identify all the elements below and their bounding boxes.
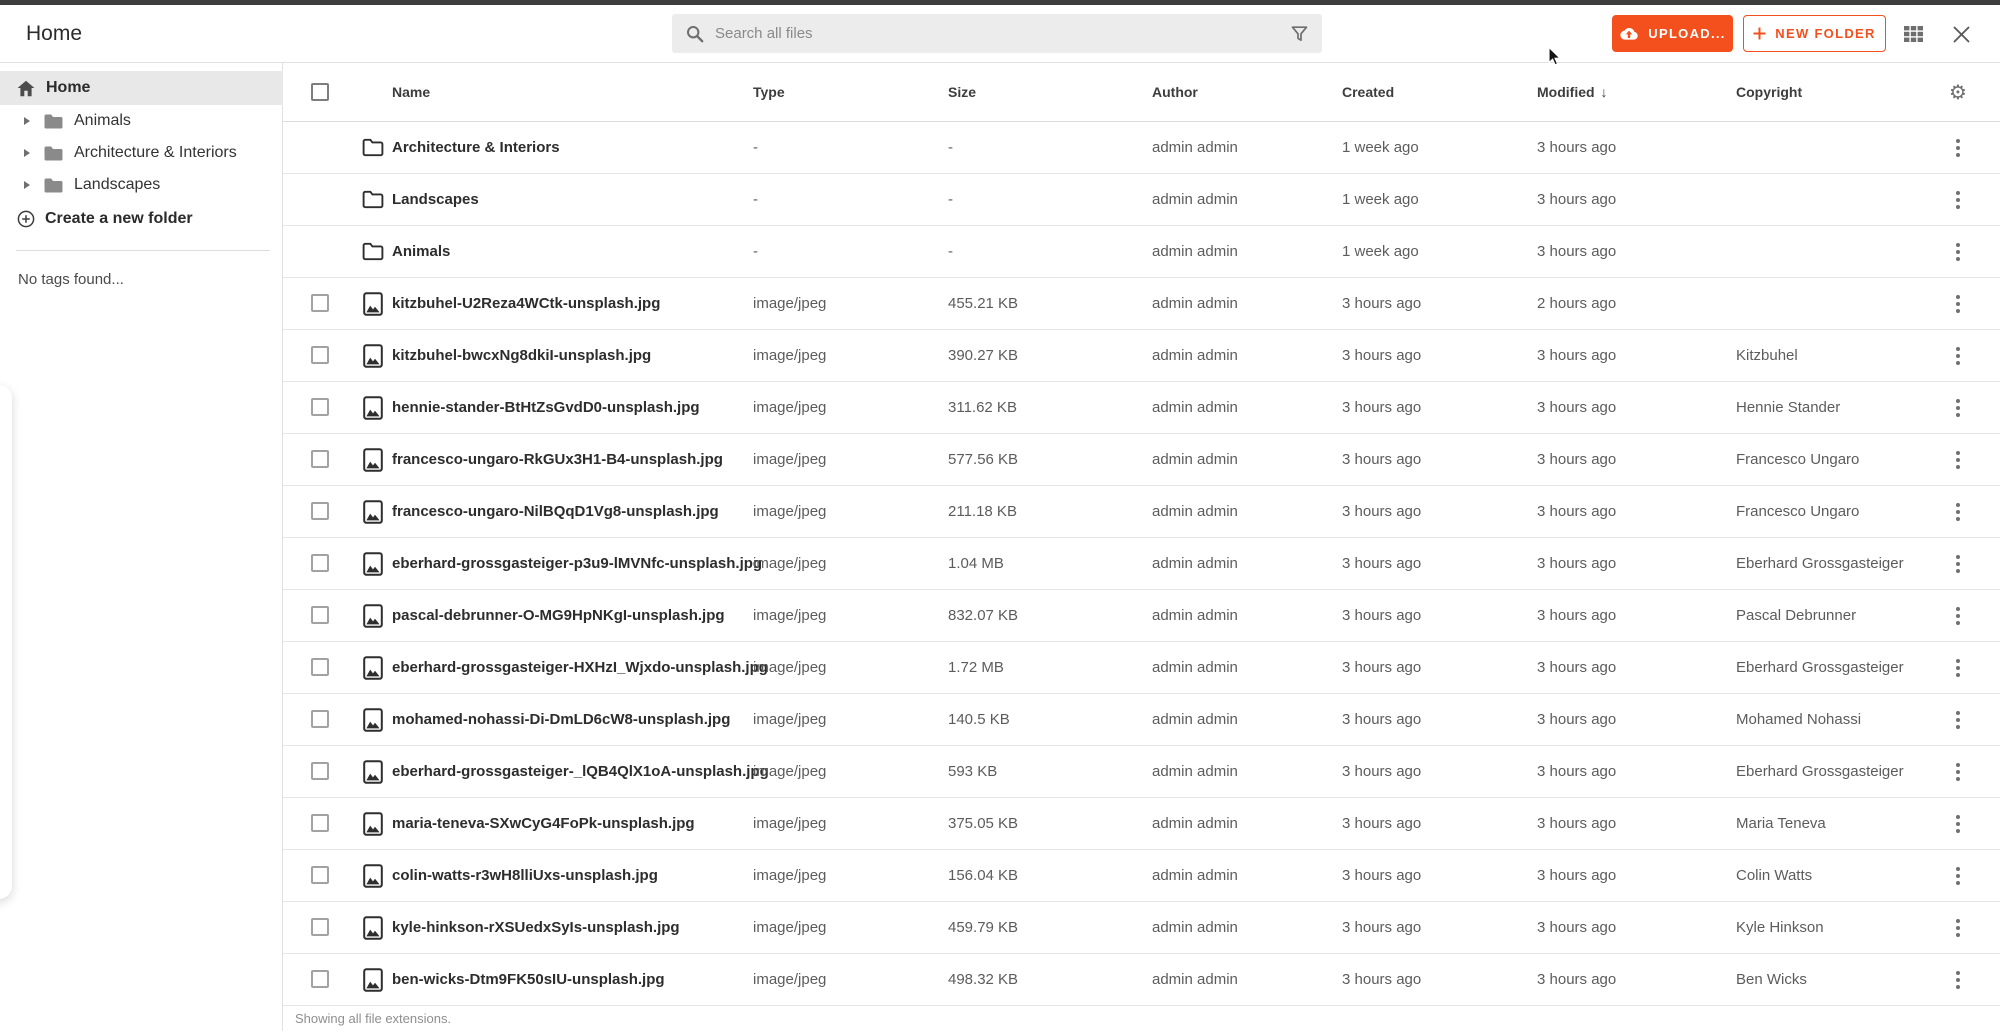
- image-file-icon: [363, 760, 383, 784]
- cell-created: 1 week ago: [1342, 243, 1419, 260]
- cell-created: 1 week ago: [1342, 139, 1419, 156]
- select-all-checkbox[interactable]: [311, 83, 329, 101]
- cell-type: image/jpeg: [753, 815, 827, 832]
- column-header-type[interactable]: Type: [753, 84, 785, 100]
- column-header-copyright[interactable]: Copyright: [1736, 84, 1803, 100]
- row-menu-button[interactable]: [1945, 486, 1971, 538]
- row-menu-button[interactable]: [1945, 174, 1971, 226]
- cell-copyright: Eberhard Grossgasteiger: [1736, 555, 1904, 572]
- cell-created: 1 week ago: [1342, 191, 1419, 208]
- table-row-file[interactable]: [283, 434, 2000, 486]
- sidebar-item-label: Home: [46, 79, 91, 96]
- plus-icon: [1753, 27, 1766, 40]
- file-name[interactable]: francesco-ungaro-RkGUx3H1-B4-unsplash.jpg: [392, 451, 723, 468]
- file-name[interactable]: ben-wicks-Dtm9FK50sIU-unsplash.jpg: [392, 971, 665, 988]
- cell-modified: 3 hours ago: [1537, 399, 1617, 416]
- cloud-upload-icon: [1619, 27, 1639, 41]
- column-header-label: Modified: [1537, 84, 1595, 100]
- file-name[interactable]: kyle-hinkson-rXSUedxSyIs-unsplash.jpg: [392, 919, 680, 936]
- cell-type: image/jpeg: [753, 555, 827, 572]
- file-name[interactable]: eberhard-grossgasteiger-p3u9-lMVNfc-unsplash.jpg: [392, 555, 763, 572]
- cell-copyright: Francesco Ungaro: [1736, 451, 1860, 468]
- cell-size: -: [948, 139, 953, 156]
- file-name[interactable]: francesco-ungaro-NilBQqD1Vg8-unsplash.jpg: [392, 503, 719, 520]
- row-checkbox[interactable]: [311, 502, 329, 520]
- cell-created: 3 hours ago: [1342, 347, 1422, 364]
- row-menu-button[interactable]: [1945, 642, 1971, 694]
- row-checkbox[interactable]: [311, 450, 329, 468]
- cell-modified: 3 hours ago: [1537, 347, 1617, 364]
- row-checkbox[interactable]: [311, 658, 329, 676]
- folder-icon: [43, 177, 64, 194]
- cell-size: 375.05 KB: [948, 815, 1019, 832]
- cell-author: admin admin: [1152, 867, 1238, 884]
- cell-modified: 3 hours ago: [1537, 555, 1617, 572]
- cell-size: 1.72 MB: [948, 659, 1004, 676]
- cell-type: image/jpeg: [753, 659, 827, 676]
- sidebar-item-label: Animals: [74, 112, 131, 129]
- cell-author: admin admin: [1152, 971, 1238, 988]
- file-name[interactable]: colin-watts-r3wH8lliUxs-unsplash.jpg: [392, 867, 658, 884]
- cell-size: -: [948, 243, 953, 260]
- table-row-folder[interactable]: [283, 226, 2000, 278]
- image-file-icon: [363, 500, 383, 524]
- cell-author: admin admin: [1152, 347, 1238, 364]
- collapsed-drawer-handle[interactable]: [0, 385, 12, 899]
- cell-copyright: Pascal Debrunner: [1736, 607, 1857, 624]
- upload-button-label: UPLOAD...: [1648, 26, 1726, 41]
- table-row-file[interactable]: [283, 538, 2000, 590]
- row-checkbox[interactable]: [311, 554, 329, 572]
- sidebar: [0, 63, 283, 1031]
- cell-size: 455.21 KB: [948, 295, 1019, 312]
- row-checkbox[interactable]: [311, 918, 329, 936]
- column-header-modified[interactable]: [1537, 63, 1608, 122]
- file-name[interactable]: hennie-stander-BtHtZsGvdD0-unsplash.jpg: [392, 399, 700, 416]
- cell-author: admin admin: [1152, 399, 1238, 416]
- cell-size: 156.04 KB: [948, 867, 1019, 884]
- cell-modified: 3 hours ago: [1537, 971, 1617, 988]
- cell-modified: 3 hours ago: [1537, 763, 1617, 780]
- row-checkbox[interactable]: [311, 346, 329, 364]
- cell-author: admin admin: [1152, 763, 1238, 780]
- folder-icon: [362, 190, 384, 209]
- table-row-file[interactable]: [283, 642, 2000, 694]
- folder-name[interactable]: Architecture & Interiors: [392, 139, 560, 156]
- image-file-icon: [363, 344, 383, 368]
- row-menu-button[interactable]: [1945, 330, 1971, 382]
- folder-name[interactable]: Animals: [392, 243, 451, 260]
- grid-icon: [1904, 26, 1923, 42]
- table-row-file[interactable]: [283, 954, 2000, 1006]
- cell-author: admin admin: [1152, 607, 1238, 624]
- cell-modified: 3 hours ago: [1537, 867, 1617, 884]
- create-folder-button[interactable]: [0, 203, 283, 235]
- cell-type: image/jpeg: [753, 607, 827, 624]
- search-icon: [686, 25, 704, 43]
- cell-copyright: Ben Wicks: [1736, 971, 1807, 988]
- image-file-icon: [363, 916, 383, 940]
- image-file-icon: [363, 448, 383, 472]
- cell-size: 577.56 KB: [948, 451, 1019, 468]
- table-row-file[interactable]: [283, 746, 2000, 798]
- table-header-row: [283, 63, 2000, 122]
- cell-size: 1.04 MB: [948, 555, 1004, 572]
- cell-modified: 3 hours ago: [1537, 191, 1617, 208]
- cell-copyright: Francesco Ungaro: [1736, 503, 1860, 520]
- cell-copyright: Colin Watts: [1736, 867, 1813, 884]
- row-checkbox[interactable]: [311, 814, 329, 832]
- cell-created: 3 hours ago: [1342, 451, 1422, 468]
- cell-copyright: Maria Teneva: [1736, 815, 1826, 832]
- table-row-file[interactable]: [283, 486, 2000, 538]
- file-name[interactable]: kitzbuhel-U2Reza4WCtk-unsplash.jpg: [392, 295, 661, 312]
- file-name[interactable]: eberhard-grossgasteiger-_lQB4QlX1oA-unsplash.jpg: [392, 763, 769, 780]
- new-folder-button-label: NEW FOLDER: [1775, 26, 1876, 41]
- image-file-icon: [363, 396, 383, 420]
- filter-icon[interactable]: [1291, 26, 1308, 42]
- cell-type: -: [753, 139, 758, 156]
- plus-circle-icon: [17, 210, 35, 228]
- cell-type: image/jpeg: [753, 867, 827, 884]
- row-menu-button[interactable]: [1945, 278, 1971, 330]
- cell-created: 3 hours ago: [1342, 763, 1422, 780]
- cell-type: image/jpeg: [753, 295, 827, 312]
- cell-modified: 3 hours ago: [1537, 815, 1617, 832]
- sidebar-item-landscapes[interactable]: [0, 169, 283, 201]
- file-name[interactable]: kitzbuhel-bwcxNg8dkiI-unsplash.jpg: [392, 347, 652, 364]
- close-button[interactable]: [1944, 5, 1978, 63]
- cell-size: 390.27 KB: [948, 347, 1019, 364]
- cell-type: image/jpeg: [753, 919, 827, 936]
- close-icon: [1953, 26, 1970, 43]
- view-toggle-button[interactable]: [1896, 5, 1930, 63]
- sidebar-item-label: Architecture & Interiors: [74, 144, 237, 161]
- table-row-file[interactable]: [283, 902, 2000, 954]
- cell-created: 3 hours ago: [1342, 295, 1422, 312]
- cell-type: image/jpeg: [753, 399, 827, 416]
- cell-created: 3 hours ago: [1342, 867, 1422, 884]
- cell-created: 3 hours ago: [1342, 607, 1422, 624]
- search-input[interactable]: [715, 25, 1291, 42]
- row-menu-button[interactable]: [1945, 746, 1971, 798]
- table-footer: [283, 1006, 2000, 1031]
- cell-copyright: Eberhard Grossgasteiger: [1736, 763, 1904, 780]
- cell-created: 3 hours ago: [1342, 503, 1422, 520]
- cell-copyright: Kitzbuhel: [1736, 347, 1798, 364]
- image-file-icon: [363, 708, 383, 732]
- table-row-folder[interactable]: [283, 122, 2000, 174]
- cell-author: admin admin: [1152, 139, 1238, 156]
- column-header-name[interactable]: Name: [392, 84, 431, 100]
- cell-copyright: Mohamed Nohassi: [1736, 711, 1862, 728]
- folder-icon: [362, 242, 384, 261]
- image-file-icon: [363, 604, 383, 628]
- row-checkbox[interactable]: [311, 710, 329, 728]
- file-name[interactable]: maria-teneva-SXwCyG4FoPk-unsplash.jpg: [392, 815, 695, 832]
- table-row-file[interactable]: [283, 330, 2000, 382]
- cell-modified: 3 hours ago: [1537, 711, 1617, 728]
- cell-modified: 3 hours ago: [1537, 503, 1617, 520]
- status-text: Showing all file extensions.: [295, 1011, 452, 1026]
- cell-created: 3 hours ago: [1342, 815, 1422, 832]
- cell-size: -: [948, 191, 953, 208]
- folder-icon: [43, 145, 64, 162]
- image-file-icon: [363, 656, 383, 680]
- cell-size: 459.79 KB: [948, 919, 1019, 936]
- cell-type: -: [753, 243, 758, 260]
- cell-created: 3 hours ago: [1342, 555, 1422, 572]
- cell-type: image/jpeg: [753, 347, 827, 364]
- home-icon: [17, 80, 35, 97]
- upload-button[interactable]: [1612, 15, 1733, 52]
- folder-name[interactable]: Landscapes: [392, 191, 479, 208]
- cell-modified: 3 hours ago: [1537, 659, 1617, 676]
- row-menu-button[interactable]: [1945, 538, 1971, 590]
- cell-created: 3 hours ago: [1342, 711, 1422, 728]
- cell-type: -: [753, 191, 758, 208]
- table-row-folder[interactable]: [283, 174, 2000, 226]
- cell-author: admin admin: [1152, 243, 1238, 260]
- file-name[interactable]: mohamed-nohassi-Di-DmLD6cW8-unsplash.jpg: [392, 711, 731, 728]
- table-row-file[interactable]: [283, 278, 2000, 330]
- cell-author: admin admin: [1152, 815, 1238, 832]
- row-checkbox[interactable]: [311, 866, 329, 884]
- file-rows-container: [283, 278, 2000, 1006]
- row-menu-button[interactable]: [1945, 798, 1971, 850]
- cell-modified: 2 hours ago: [1537, 295, 1617, 312]
- cell-size: 498.32 KB: [948, 971, 1019, 988]
- toolbar: [0, 5, 2000, 63]
- cell-copyright: Kyle Hinkson: [1736, 919, 1824, 936]
- chevron-right-icon[interactable]: [24, 149, 30, 157]
- image-file-icon: [363, 968, 383, 992]
- row-checkbox[interactable]: [311, 762, 329, 780]
- cell-author: admin admin: [1152, 555, 1238, 572]
- cell-type: image/jpeg: [753, 711, 827, 728]
- cell-author: admin admin: [1152, 191, 1238, 208]
- column-header-created[interactable]: Created: [1342, 84, 1395, 100]
- cell-author: admin admin: [1152, 451, 1238, 468]
- row-checkbox[interactable]: [311, 398, 329, 416]
- image-file-icon: [363, 552, 383, 576]
- cell-author: admin admin: [1152, 711, 1238, 728]
- table-settings-button[interactable]: ⚙: [1949, 82, 1967, 104]
- file-table: [283, 63, 2000, 1031]
- cell-modified: 3 hours ago: [1537, 243, 1617, 260]
- cell-author: admin admin: [1152, 659, 1238, 676]
- cell-size: 593 KB: [948, 763, 998, 780]
- cell-modified: 3 hours ago: [1537, 919, 1617, 936]
- image-file-icon: [363, 292, 383, 316]
- row-menu-button[interactable]: [1945, 954, 1971, 1006]
- sidebar-item-home[interactable]: [0, 71, 283, 105]
- column-header-size[interactable]: Size: [948, 84, 977, 100]
- cell-created: 3 hours ago: [1342, 399, 1422, 416]
- folder-icon: [362, 138, 384, 157]
- row-checkbox[interactable]: [311, 606, 329, 624]
- new-folder-button[interactable]: [1743, 15, 1886, 52]
- no-tags-message: No tags found...: [18, 271, 124, 288]
- cell-modified: 3 hours ago: [1537, 451, 1617, 468]
- cell-modified: 3 hours ago: [1537, 139, 1617, 156]
- chevron-right-icon[interactable]: [24, 117, 30, 125]
- cell-type: image/jpeg: [753, 503, 827, 520]
- cell-type: image/jpeg: [753, 451, 827, 468]
- chevron-right-icon[interactable]: [24, 181, 30, 189]
- row-checkbox[interactable]: [311, 970, 329, 988]
- folder-icon: [43, 113, 64, 130]
- cell-type: image/jpeg: [753, 971, 827, 988]
- row-menu-button[interactable]: [1945, 382, 1971, 434]
- cell-copyright: Eberhard Grossgasteiger: [1736, 659, 1904, 676]
- cell-size: 140.5 KB: [948, 711, 1010, 728]
- sort-desc-icon: ↓: [1600, 84, 1608, 100]
- table-row-file[interactable]: [283, 798, 2000, 850]
- sidebar-item-animals[interactable]: [0, 105, 283, 137]
- cell-size: 211.18 KB: [948, 503, 1017, 520]
- sidebar-item-label: Landscapes: [74, 176, 161, 193]
- image-file-icon: [363, 864, 383, 888]
- cell-type: image/jpeg: [753, 763, 827, 780]
- row-menu-button[interactable]: [1945, 850, 1971, 902]
- cell-created: 3 hours ago: [1342, 659, 1422, 676]
- search-bar[interactable]: [672, 14, 1322, 53]
- row-menu-button[interactable]: [1945, 694, 1971, 746]
- row-menu-button[interactable]: [1945, 902, 1971, 954]
- row-menu-button[interactable]: [1945, 122, 1971, 174]
- row-checkbox[interactable]: [311, 294, 329, 312]
- cell-size: 311.62 KB: [948, 399, 1017, 416]
- row-menu-button[interactable]: [1945, 434, 1971, 486]
- cell-copyright: Hennie Stander: [1736, 399, 1841, 416]
- row-menu-button[interactable]: [1945, 226, 1971, 278]
- table-row-file[interactable]: [283, 590, 2000, 642]
- page-title: Home: [26, 22, 83, 45]
- cell-author: admin admin: [1152, 503, 1238, 520]
- sidebar-item-architecture-interiors[interactable]: [0, 137, 283, 169]
- cell-author: admin admin: [1152, 919, 1238, 936]
- cell-created: 3 hours ago: [1342, 919, 1422, 936]
- table-row-file[interactable]: [283, 850, 2000, 902]
- file-name[interactable]: pascal-debrunner-O-MG9HpNKgI-unsplash.jpg: [392, 607, 725, 624]
- table-row-file[interactable]: [283, 694, 2000, 746]
- row-menu-button[interactable]: [1945, 590, 1971, 642]
- table-row-file[interactable]: [283, 382, 2000, 434]
- file-name[interactable]: eberhard-grossgasteiger-HXHzI_Wjxdo-unsplash.jpg: [392, 659, 768, 676]
- column-header-author[interactable]: Author: [1152, 84, 1198, 100]
- create-folder-label: Create a new folder: [45, 210, 193, 227]
- cell-modified: 3 hours ago: [1537, 607, 1617, 624]
- image-file-icon: [363, 812, 383, 836]
- cell-created: 3 hours ago: [1342, 971, 1422, 988]
- cell-size: 832.07 KB: [948, 607, 1019, 624]
- sidebar-divider: [16, 250, 270, 251]
- cell-author: admin admin: [1152, 295, 1238, 312]
